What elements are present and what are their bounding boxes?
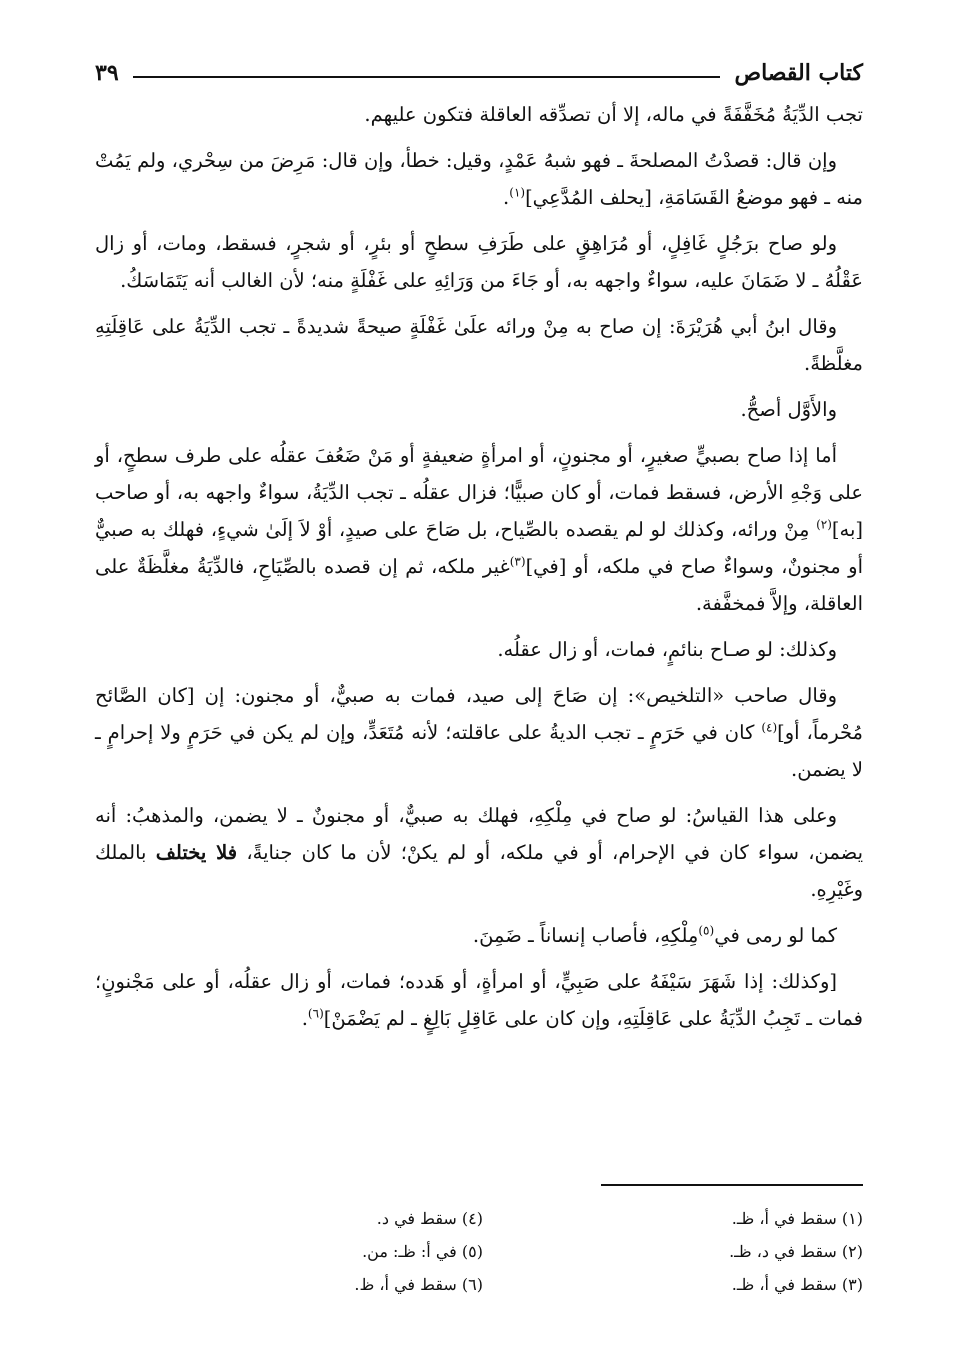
footnote-ref: (٥) (698, 923, 715, 938)
paragraph: وعلى هذا القياسُ: لو صاح في مِلْكِهِ، فهلك به صبيٌّ، أو مجنونٌ ـ لا يضمن، والمذهبُ: أنه يضمن، سواء كان في الإحرام، أو في ملكه، أو لم يكنْ؛ لأن ما كان جنايةً، فلا يختلف بالملك وغَيْرِهِ. (95, 804, 864, 901)
bold-phrase: فلا يختلف (155, 841, 238, 864)
paragraph: تجب الدِّيَةُ مُخَفَّفَةً في ماله، إلا أن تصدِّقه العاقلة فتكون عليهم. (364, 103, 863, 126)
footnote: (٤) سقط في د. (376, 1209, 483, 1228)
paragraph: أما إذا صاح بصبيٍّ صغيرٍ، أو مجنونٍ، أو امرأةٍ ضعيفةٍ أو مَنْ ضَعُفَ عقلُه على طرف سطحٍ، أو على وَجْهِ الأرض، فسقط فمات، أو كان صبيًّا؛ فزال عقلُه ـ تجب الدِّيَةُ، سواءٌ واجهه به، أو صاحب [به]$^{(٢)}$ مِنْ ورائه، وكذلك لو لم يقصده بالصِّياح، بل صَاحَ على صيدٍ، أوْ لاَ إلَىٰ شيءٍ، فهلك به صبيٌّ أو مجنونٌ، وسواءٌ صاح في ملكه، أو [في]$^{(٣)}$غير ملكه، ثم إن قصده بالصِّيَاحِ، فالدِّيَةُ مغلَّظَةٌ على العاقلة، وإلاَّ فمخفَّفة. (95, 444, 863, 615)
footnote-ref: (١) (509, 185, 526, 200)
footnotes-right-column (483, 1202, 863, 1301)
main-text (95, 96, 863, 1046)
footnotes-left-column (103, 1202, 483, 1301)
paragraph: كما لو رمى في$^{(٥)}$مِلْكِهِ، فأصاب إنساناً ـ ضَمِنَ. (472, 923, 837, 947)
paragraph: [وكذلك: إذا شَهَرَ سَيْفَهُ على صَبِيٍّ، أو امرأةٍ، أو هَدده؛ فمات، أو زال عقلُه، أو على مَجْنونٍ؛ فمات ـ تَجِبُ الدِّيَةُ على عَاقِلَتِهِ، وإن كان على عَاقِلٍ بَالِغٍ ـ لم يَضْمَنْ]$^{(٦)}$. (95, 970, 863, 1030)
running-header (95, 56, 863, 90)
footnote-ref: (٣) (509, 554, 526, 569)
chapter-title: كتاب القصاص (734, 60, 863, 86)
footnote: (١) سقط في أ، ظـ. (731, 1209, 863, 1228)
footnote: (٣) سقط في أ، ظـ. (731, 1275, 863, 1294)
footnote: (٦) سقط في أ، ظ. (354, 1275, 483, 1294)
footnote-separator (601, 1184, 863, 1186)
footnotes (95, 1202, 863, 1301)
footnote-ref: (٤) (761, 720, 778, 735)
footnote-ref: (٢) (816, 517, 832, 532)
paragraph: وكذلك: لو صـاح بنائمٍ، فمات، أو زال عقلُه. (497, 638, 837, 661)
footnote-ref: (٦) (307, 1006, 324, 1021)
paragraph: ولو صاح برَجُلٍ غَافِلٍ، أو مُرَاهِقٍ على طَرَفِ سطحٍ أو بئرٍ، أو شجرٍ، فسقط، ومات، أو زال عَقْلُهُ ـ لا ضَمَانَ عليه، سواءٌ واجهه به، أو جَاءَ من وَرَائِهِ على غَفْلَةٍ منه؛ لأن الغالب أنه يَتَمَاسَكُ. (95, 232, 863, 292)
paragraph: والأَوَّل أصحُّ. (740, 398, 837, 421)
page-number: ٣٩ (95, 60, 119, 86)
paragraph: وقال صاحب «التلخيص»: إن صَاحَ إلى صيد، فمات به صبيٌّ، أو مجنون: إن [كان الصَّائح مُحْرماً، أو]$^{(٤)}$ كان في حَرَمٍ ـ تجب الديةُ على عاقلته؛ لأنه مُتَعَدٍّ، وإن لم يكن في حَرَمٍ ولا إحرامٍ ـ لا يضمن. (95, 684, 863, 781)
footnote: (٥) في أ: ظـ: من. (362, 1242, 483, 1261)
footnote: (٢) سقط في د، ظـ. (729, 1242, 863, 1261)
header-rule (133, 76, 721, 78)
paragraph: وإن قال: قصدْتُ المصلحةَ ـ فهو شبهُ عَمْدٍ، وقيل: خطأ، وإن قال: مَرِضَ من سِحْري، ولم يَمُتْ منه ـ فهو موضعُ القَسَامَةِ، [يحلف المُدَّعِي]$^{(١)}$. (95, 149, 863, 209)
paragraph: وقال ابنُ أبي هُرَيْرَةَ: إن صاح به مِنْ ورائه علَىٰ غَفْلَةٍ صيحةً شديدةً ـ تجب الدِّيَةُ على عَاقِلَتِهِ مغلَّظةً. (95, 315, 863, 375)
